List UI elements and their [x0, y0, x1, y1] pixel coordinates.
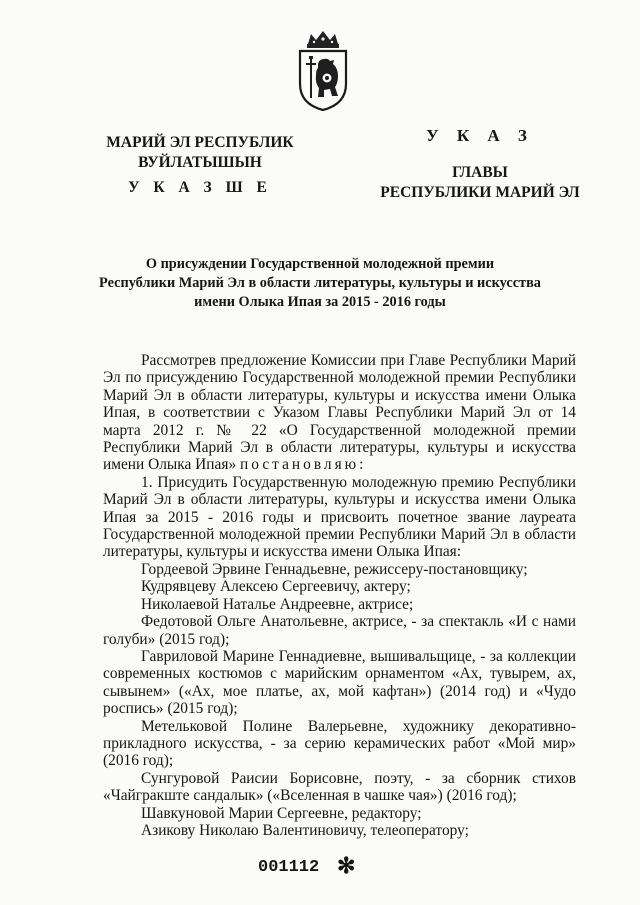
laureate-item: Кудрявцеву Алексею Сергеевичу, актеру;: [141, 578, 411, 596]
document-number: 001112: [258, 858, 320, 877]
title-line3: имени Олыка Ипая за 2015 - 2016 годы: [194, 294, 446, 310]
header-right-doc-type: У К А З: [426, 126, 534, 145]
laureate-item: Шавкуновой Марии Сергеевне, редактору;: [141, 804, 422, 822]
header-left-doc-type: У К А З Ш Е: [128, 179, 272, 196]
coat-of-arms-icon: [294, 30, 352, 112]
title-line2: Республики Марий Эл в области литературы, культуры и искусства: [99, 275, 541, 291]
item-1-paragraph: 1. Присудить Государственную молодежную премию Республики Марий Эл в области литературы, культуры и искусства имени Олыка Ипая за 2015 - 2016 годы и присвоить почетное звание лауреата Государственной молодежной премии Республики Марий Эл в области литературы, культуры и искусства имени Олыка Ипая:: [103, 473, 576, 561]
laureate-item: Азикову Николаю Валентиновичу, телеоператору;: [141, 821, 469, 839]
asterisk-mark: ✻: [337, 853, 356, 878]
header-right-line1: ГЛАВЫ: [452, 164, 508, 181]
laureate-item: Сунгуровой Раисии Борисовне, поэту, - за сборник стихов «Чайгракште сандалык» («Вселенная в чашке чая») (2016 год);: [103, 769, 576, 805]
laureate-item: Николаевой Наталье Андреевне, актрисе;: [141, 595, 414, 613]
header-right-line2: РЕСПУБЛИКИ МАРИЙ ЭЛ: [380, 184, 580, 201]
document-title: [80, 255, 560, 312]
laureate-item: Гавриловой Марине Геннадиевне, вышивальщице, - за коллекции современных костюмов с марийским орнаментом «Ах, тувырем, ах, сывынем» («Ах, мое платье, ах, мой кафтан») (2014 год) и «Чудо роспись» (2015 год);: [103, 647, 576, 718]
laureate-item: Метельковой Полине Валерьевне, художнику декоративно-прикладного искусства, - за серию керамических работ «Мой мир» (2016 год);: [103, 717, 576, 770]
header-left-line1: МАРИЙ ЭЛ РЕСПУБЛИК: [106, 134, 294, 151]
title-line1: О присуждении Государственной молодежной премии: [145, 256, 495, 272]
laureate-item: Федотовой Ольге Анатольевне, актрисе, - за спектакль «И с нами голуби» (2015 год);: [103, 613, 576, 648]
header-right-block: [360, 163, 600, 203]
decree-word: постановляю:: [240, 456, 367, 474]
header-left-line2: ВУЙЛАТЫШЫН: [138, 154, 262, 171]
intro-paragraph: [103, 352, 576, 474]
laureate-item: Гордеевой Эрвине Геннадьевне, режиссеру-постановщику;: [141, 560, 528, 578]
document-body: [103, 352, 576, 839]
header-left-block: [100, 133, 300, 173]
intro-text: Рассмотрев предложение Комиссии при Главе Республики Марий Эл по присуждению Государственной молодежной премии Республики Марий Эл в области литературы, культуры и искусства имени Олыка Ипая, в соответствии с Указом Главы Республики Марий Эл от 14 марта 2012 г. № 22 «О Государственной молодежной премии Республики Марий Эл в области литературы, культуры и искусства имени Олыка Ипая»: [103, 352, 576, 474]
